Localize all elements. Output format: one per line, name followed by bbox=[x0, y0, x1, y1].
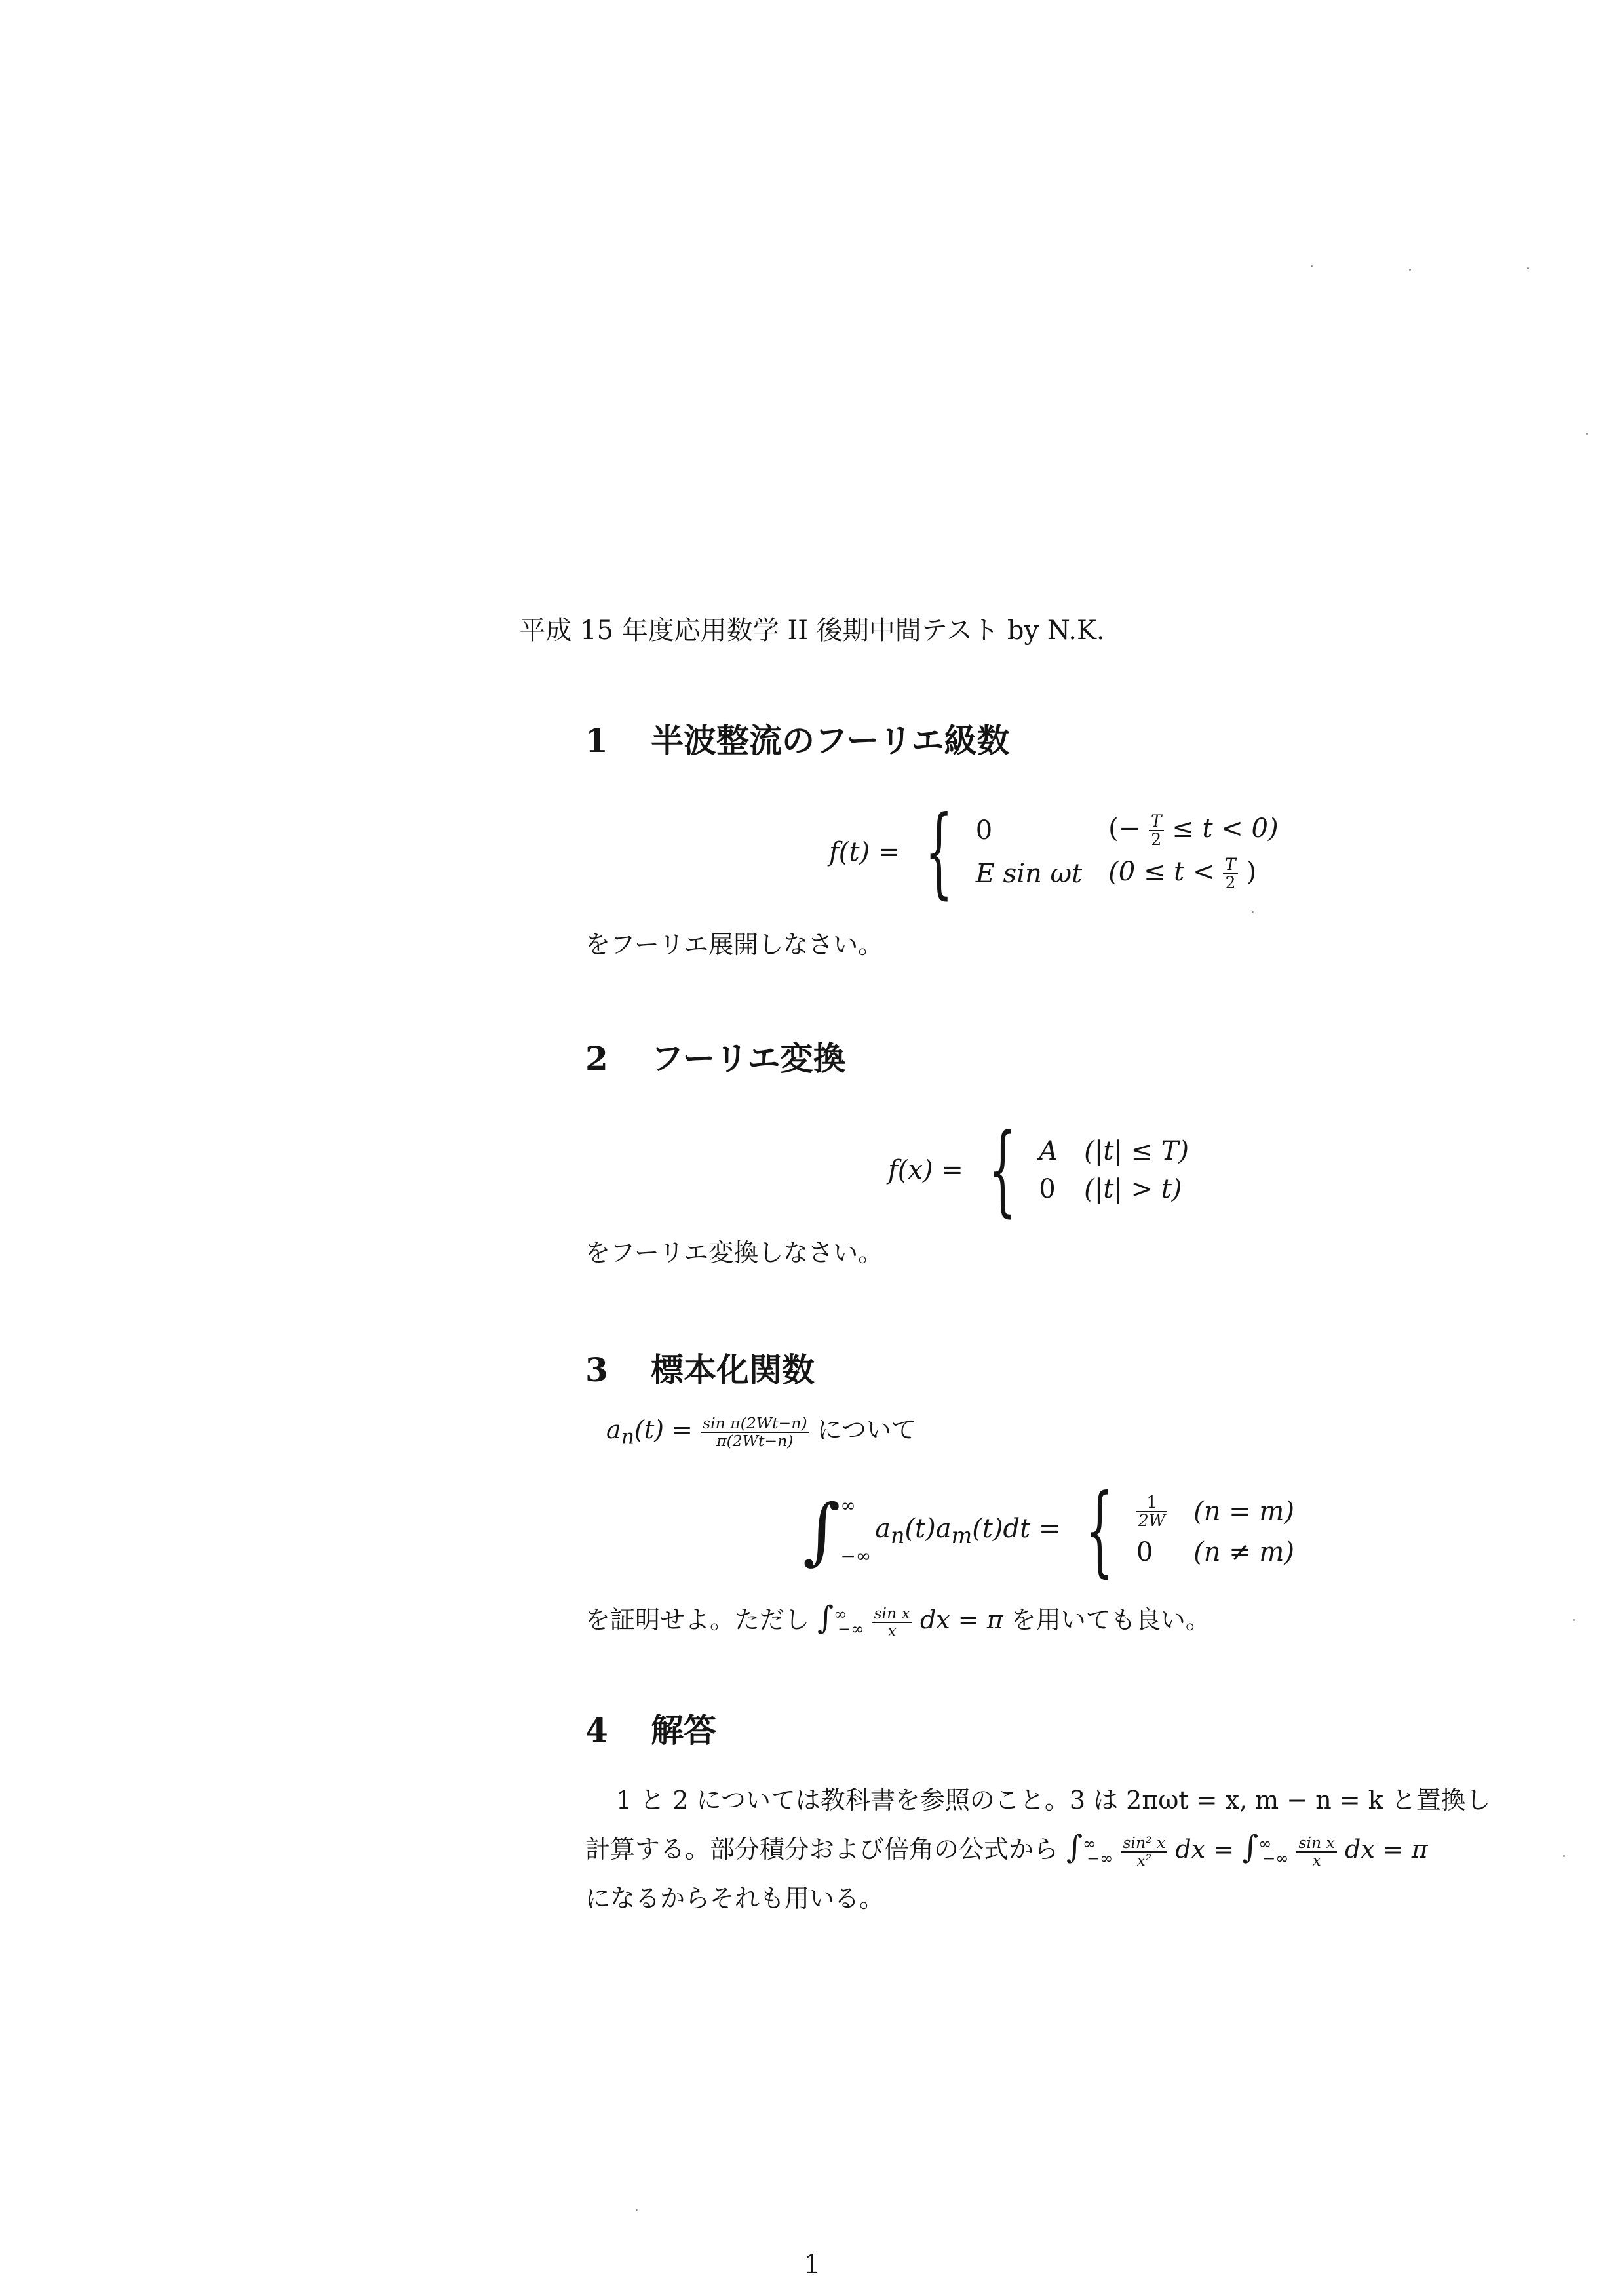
scan-speck bbox=[636, 2209, 638, 2211]
answer-line-3: になるからそれも用いる。 bbox=[585, 1884, 885, 1913]
scan-speck bbox=[1527, 267, 1529, 269]
case-condition: (− $\frac{T}{2}$ ≤ t < 0) bbox=[1108, 811, 1279, 849]
scan-speck bbox=[1311, 265, 1313, 267]
case-value: 0 bbox=[1039, 1174, 1056, 1204]
answer-line-2: 計算する。部分積分および倍角の公式から $\int^\infty_{-\infty}$ $\frac{\text{sin² x}}{\text{x²}}$ dx = $\int^\infty_{-\infty}$ $\frac{\text{sin x}}{x}$ dx = π bbox=[585, 1829, 1428, 1870]
definition-fraction: $\frac{\text{sin π(2Wt−n)}}{\pi(2Wt-n)}$ bbox=[701, 1415, 809, 1449]
integral-sign: ∫ bbox=[803, 1489, 841, 1573]
section-title: 解答 bbox=[651, 1712, 716, 1750]
section-2-instruction: をフーリエ変換しなさい。 bbox=[585, 1238, 883, 1267]
section-title: 半波整流のフーリエ級数 bbox=[651, 722, 1010, 760]
equation-orthogonality bbox=[803, 1474, 1294, 1588]
hint-integral: $\int^\infty_{-\infty}$ $\frac{\text{sin x}}{x}$ dx = π bbox=[817, 1599, 1003, 1640]
case-condition: (n ≠ m) bbox=[1193, 1537, 1294, 1568]
case-condition: (|t| ≤ T) bbox=[1084, 1136, 1189, 1166]
section-1-heading bbox=[585, 715, 1010, 762]
scan-speck bbox=[1409, 269, 1411, 271]
section-4-heading bbox=[585, 1704, 716, 1752]
cases-table bbox=[1136, 1490, 1294, 1571]
left-brace: { bbox=[988, 1113, 1017, 1227]
answer-line-1: 1 と 2 については教科書を参照のこと。3 は 2πωt = x, m − n = k と置換し bbox=[616, 1786, 1491, 1814]
equation-lhs: f(x) = bbox=[888, 1155, 963, 1185]
section-number: 4 bbox=[585, 1711, 608, 1750]
document-title: 平成 15 年度応用数学 II 後期中間テスト by N.K. bbox=[519, 616, 1105, 646]
equation-rect-pulse bbox=[888, 1113, 1189, 1227]
scan-speck bbox=[1252, 911, 1254, 913]
case-condition: (|t| > t) bbox=[1084, 1174, 1182, 1204]
integral-limits: ∞ −∞ bbox=[840, 1495, 872, 1567]
section-title: 標本化関数 bbox=[651, 1351, 815, 1389]
section-number: 1 bbox=[585, 721, 608, 760]
cases-table bbox=[976, 809, 1279, 895]
scan-speck bbox=[1586, 433, 1588, 435]
section-3-instruction: を証明せよ。ただし $\int^\infty_{-\infty}$ $\frac{\text{sin x}}{x}$ dx = π を用いても良い。 bbox=[585, 1599, 1210, 1640]
case-value: 0 bbox=[975, 815, 993, 846]
section-2-heading bbox=[585, 1032, 846, 1080]
section-1-instruction: をフーリエ展開しなさい。 bbox=[585, 930, 883, 959]
case-value: 0 bbox=[1136, 1537, 1153, 1568]
left-brace: { bbox=[925, 795, 954, 909]
equation-lhs: f(t) = bbox=[829, 837, 900, 867]
definition-text: について bbox=[817, 1415, 916, 1444]
equation-half-wave bbox=[829, 795, 1279, 909]
scan-speck bbox=[1573, 1619, 1575, 1621]
section-number: 2 bbox=[585, 1039, 608, 1078]
section-number: 3 bbox=[585, 1350, 608, 1389]
case-condition: (n = m) bbox=[1193, 1497, 1294, 1527]
case-value: A bbox=[1039, 1136, 1058, 1166]
scan-speck bbox=[1563, 1855, 1565, 1857]
section-3-heading bbox=[585, 1344, 815, 1391]
case-value: E sin ωt bbox=[975, 859, 1083, 890]
section-title: フーリエ変換 bbox=[651, 1040, 846, 1078]
case-value: $\frac{1}{2W}$ bbox=[1136, 1490, 1193, 1533]
integrand: $a_n(t)a_m(t)dt$ = bbox=[875, 1513, 1061, 1548]
cases-table bbox=[1039, 1132, 1189, 1208]
page-number: 1 bbox=[803, 2250, 821, 2280]
case-condition: (0 ≤ t < $\frac{T}{2}$ ) bbox=[1108, 855, 1257, 893]
sampling-function-definition: $a_n(t)$ = $\frac{\text{sin π(2Wt−n)}}{\pi(2Wt-n)}$ について bbox=[606, 1413, 916, 1450]
left-brace: { bbox=[1085, 1474, 1114, 1588]
